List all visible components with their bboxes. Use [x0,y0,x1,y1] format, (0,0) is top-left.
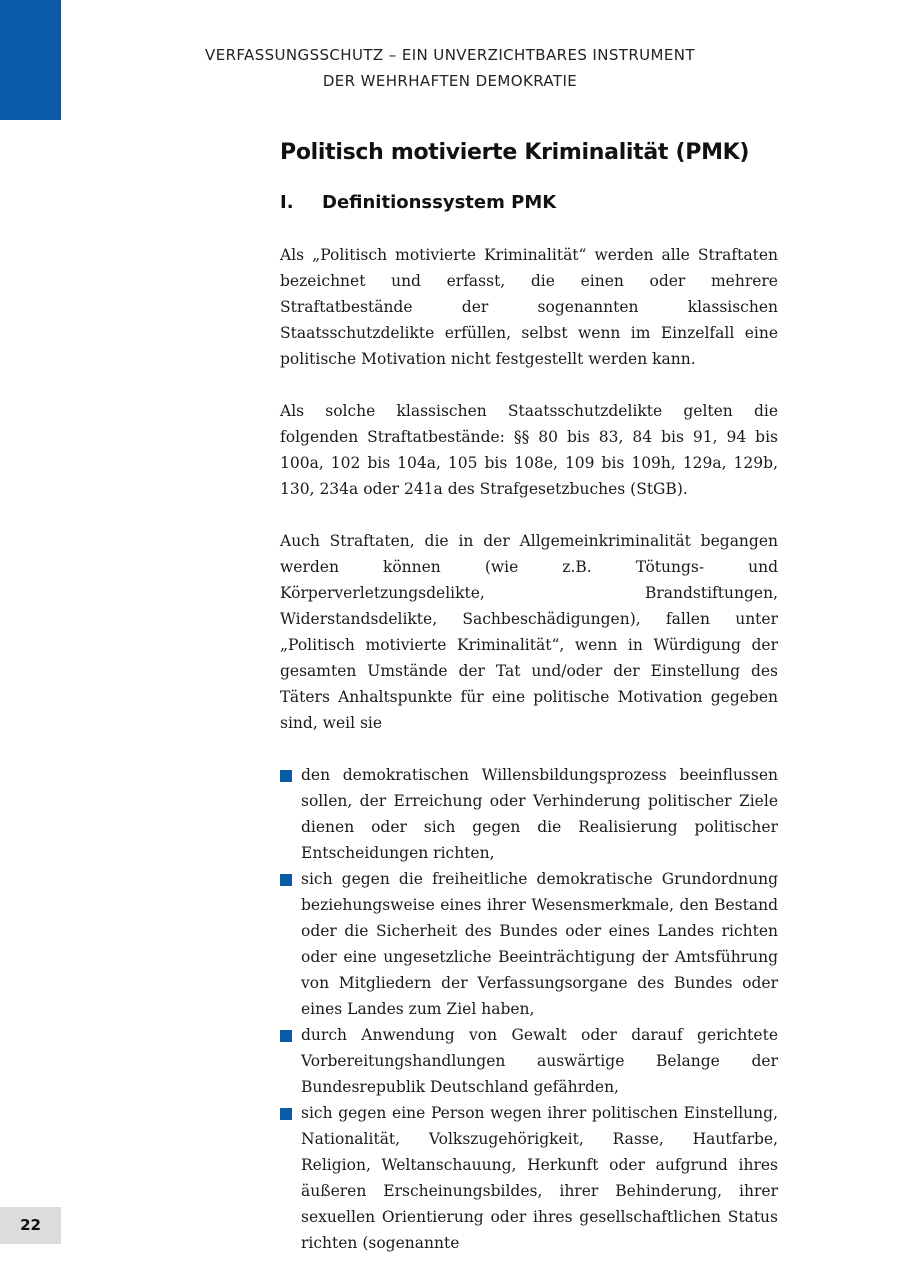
corner-color-tab [0,0,61,120]
paragraph-offenses: Als solche klassischen Staatsschutzdelikte gelten die folgenden Straftatbestände: §§ 80 bis 83, 84 bis 91, 94 bis 100a, 102 bis 104a, 105 bis 108e, 109 bis 109h, 129a, 129b, 130, 234a oder 241a des Strafgesetzbuches (StGB). [280,402,778,498]
section-title: Definitionssystem PMK [322,192,557,213]
list-item [280,1100,778,1256]
list-item-text: sich gegen die freiheitliche demokratische Grundordnung beziehungsweise eines ihrer Wesensmerkmale, den Bestand oder die Sicherheit des Bundes oder eines Landes richten oder eine ungesetzliche Beeinträchtigung der Amtsführung von Mitgliedern der Verfassungsorgane des Bundes oder eines Landes zum Ziel haben, [301,870,778,1018]
list-item [280,1022,778,1100]
list-item-text: sich gegen eine Person wegen ihrer politischen Einstellung, Nationalität, Volkszugehörigkeit, Rasse, Hautfarbe, Religion, Weltanschauung, Herkunft oder aufgrund ihres äußeren Erscheinungsbildes, ihrer Behinderung, ihrer sexuellen Orientierung oder ihres gesellschaftlichen Status richten (sogenannte [301,1104,778,1252]
square-bullet-icon [280,874,292,886]
paragraph-definition: Als „Politisch motivierte Kriminalität“ werden alle Straftaten bezeichnet und erfasst, die einen oder mehrere Straftatbestände der sogenannten klassischen Staatsschutzdelikte erfüllen, selbst wenn im Einzelfall eine politische Motivation nicht festgestellt werden kann. [280,246,778,368]
running-header-line-2: DER WEHRHAFTEN DEMOKRATIE [322,72,578,90]
square-bullet-icon [280,770,292,782]
section-heading [280,190,778,216]
section-number: I. [280,192,294,213]
main-content [280,137,778,1256]
list-item [280,762,778,866]
page-number: 22 [0,1207,61,1244]
square-bullet-icon [280,1030,292,1042]
criteria-list [280,762,778,1256]
list-item-text: den demokratischen Willensbildungsprozess beeinflussen sollen, der Erreichung oder Verhinderung politischer Ziele dienen oder sich gegen die Realisierung politischer Entscheidungen richten, [301,766,778,862]
running-header [200,42,700,94]
paragraph-general-crime: Auch Straftaten, die in der Allgemeinkriminalität begangen werden können (wie z.B. Tötungs- und Körperverletzungsdelikte, Brandstiftungen, Widerstandsdelikte, Sachbeschädigungen), fallen unter „Politisch motivierte Kriminalität“, wenn in Würdigung der gesamten Umstände der Tat und/oder der Einstellung des Täters Anhaltspunkte für eine politische Motivation gegeben sind, weil sie [280,532,778,732]
page-title: Politisch motivierte Kriminalität (PMK) [280,140,750,165]
list-item-text: durch Anwendung von Gewalt oder darauf gerichtete Vorbereitungshandlungen auswärtige Belange der Bundesrepublik Deutschland gefährden, [301,1026,778,1096]
square-bullet-icon [280,1108,292,1120]
running-header-line-1: VERFASSUNGSSCHUTZ – EIN UNVERZICHTBARES INSTRUMENT [205,46,695,64]
list-item [280,866,778,1022]
